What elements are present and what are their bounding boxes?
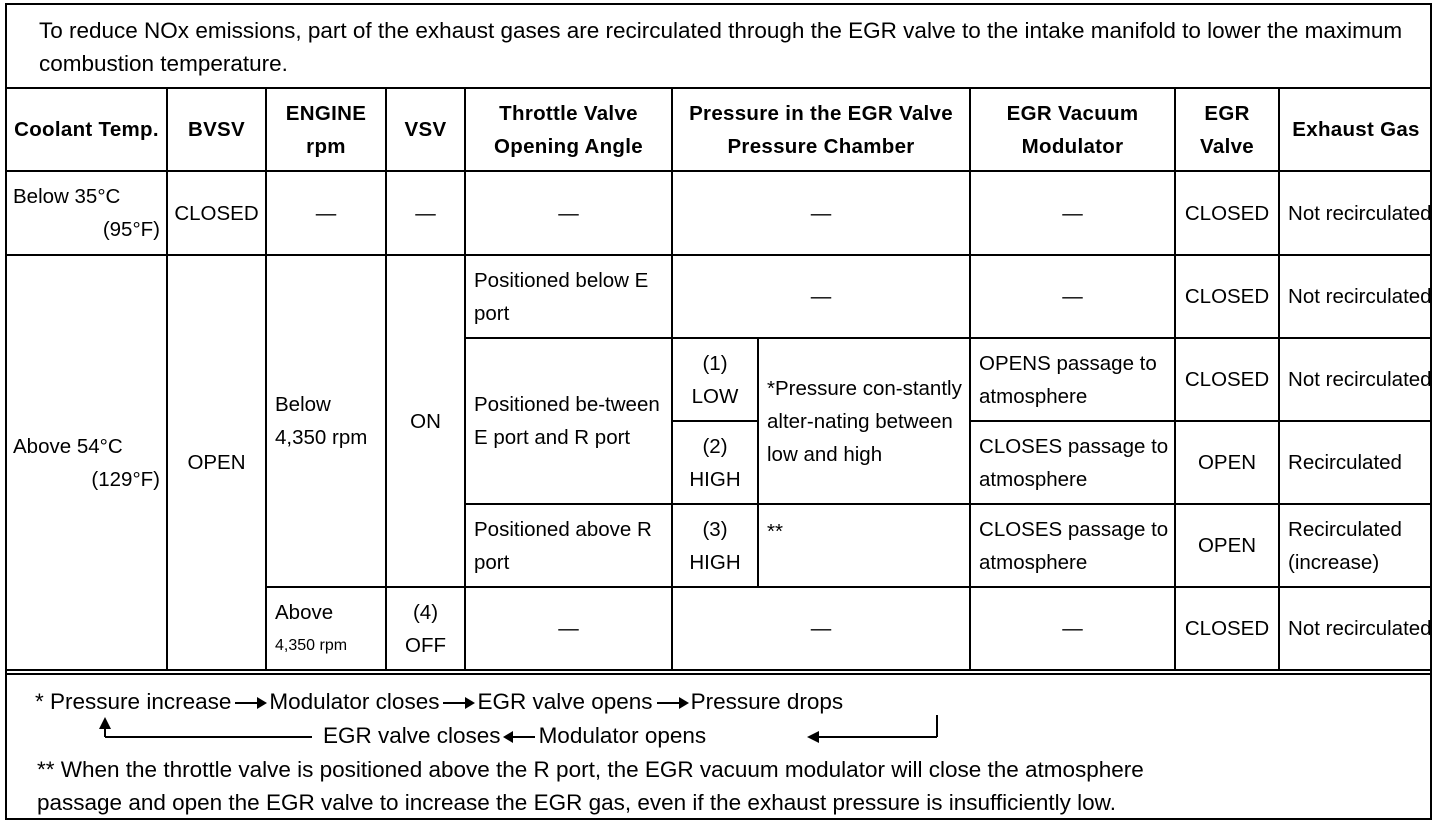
header-pressure: Pressure in the EGR Valve Pressure Chamber — [672, 89, 970, 171]
egr-r3: OPEN — [1175, 421, 1279, 504]
footnote-star: * — [35, 689, 44, 714]
footnote-double-star-line2: passage and open the EGR valve to increase the EGR gas, even if the exhaust pressure is insufficiently low. — [37, 790, 1116, 815]
pressure-r5: — — [672, 587, 970, 670]
footnote-cycle-return — [323, 719, 706, 752]
pressure-r2-level — [672, 338, 758, 421]
modulator-r5: — — [970, 587, 1175, 670]
vsv-off-label: OFF — [405, 633, 446, 657]
header-bvsv: BVSV — [167, 89, 266, 171]
pressure-r1: — — [672, 255, 970, 338]
egr-system-sheet — [5, 3, 1432, 820]
exhaust-r1: Not recirculated — [1279, 255, 1432, 338]
vsv-below: — — [386, 171, 465, 255]
pressure-below: — — [672, 171, 970, 255]
intro-text: To reduce NOx emissions, part of the exhaust gases are recirculated through the EGR valve to the intake manifold to lower the maximum combustion temperature. — [7, 5, 1430, 89]
exhaust-r2: Not recirculated — [1279, 338, 1432, 421]
exhaust-r4: Recirculated (increase) — [1279, 504, 1432, 587]
engine-above-rpm: 4,350 rpm — [275, 636, 348, 654]
egr-below: CLOSED — [1175, 171, 1279, 255]
pressure-r3-num: (2) — [702, 434, 728, 458]
table-row — [7, 171, 1432, 255]
footnote-pressure-drops: Pressure drops — [690, 689, 844, 714]
engine-above-label: Above — [275, 600, 334, 624]
header-engine: ENGINE rpm — [266, 89, 386, 171]
footnote-modulator-opens: Modulator opens — [538, 723, 707, 748]
coolant-below-temp-f: (95°F) — [102, 218, 160, 241]
header-modulator: EGR Vacuum Modulator — [970, 89, 1175, 171]
footnotes — [7, 673, 1430, 820]
egr-operation-table — [7, 89, 1432, 671]
header-exhaust: Exhaust Gas — [1279, 89, 1432, 171]
throttle-r2: Positioned be-tween E port and R port — [465, 338, 672, 504]
vsv-off — [386, 587, 465, 670]
egr-r4: OPEN — [1175, 504, 1279, 587]
throttle-r1: Positioned below E port — [465, 255, 672, 338]
egr-r1: CLOSED — [1175, 255, 1279, 338]
throttle-below: — — [465, 171, 672, 255]
exhaust-below: Not recirculated — [1279, 171, 1432, 255]
pressure-r4-high: HIGH — [689, 550, 741, 574]
cycle-return-lines-icon — [7, 675, 1432, 755]
throttle-r4: Positioned above R port — [465, 504, 672, 587]
coolant-above-temp-f: (129°F) — [91, 467, 160, 491]
pressure-r2-num: (1) — [702, 351, 728, 375]
coolant-above-temp-c: Above 54°C — [13, 434, 123, 458]
vsv-off-num: (4) — [412, 600, 439, 624]
pressure-r3-level — [672, 421, 758, 504]
coolant-above — [7, 255, 167, 670]
pressure-r4-num: (3) — [702, 517, 728, 541]
coolant-below-temp-c: Below 35°C — [13, 185, 121, 208]
throttle-r5: — — [465, 587, 672, 670]
bvsv-above: OPEN — [167, 255, 266, 670]
coolant-below — [7, 171, 167, 255]
vsv-on: ON — [386, 255, 465, 587]
pressure-r3-high: HIGH — [689, 467, 741, 491]
bvsv-below: CLOSED — [167, 171, 266, 255]
header-throttle: Throttle Valve Opening Angle — [465, 89, 672, 171]
engine-below-4350: Below 4,350 rpm — [266, 255, 386, 587]
footnote-egr-closes: EGR valve closes — [323, 723, 501, 748]
egr-r5: CLOSED — [1175, 587, 1279, 670]
exhaust-r3: Recirculated — [1279, 421, 1432, 504]
modulator-r3: CLOSES passage to atmosphere — [970, 421, 1175, 504]
pressure-r2-low: LOW — [691, 384, 739, 408]
header-egr-valve: EGR Valve — [1175, 89, 1279, 171]
pressure-alternating-note: *Pressure con-stantly alter-nating between low and high — [758, 338, 970, 504]
footnote-modulator-closes: Modulator closes — [269, 689, 440, 714]
table-row — [7, 255, 1432, 338]
header-coolant: Coolant Temp. — [7, 89, 167, 171]
footnote-double-star-line1: ** When the throttle valve is positioned above the R port, the EGR vacuum modulator will close the atmosphere — [37, 757, 1144, 782]
footnote-egr-opens: EGR valve opens — [477, 689, 653, 714]
modulator-r4: CLOSES passage to atmosphere — [970, 504, 1175, 587]
modulator-r2: OPENS passage to atmosphere — [970, 338, 1175, 421]
engine-above-4350 — [266, 587, 386, 670]
pressure-r4-note: ** — [758, 504, 970, 587]
modulator-r1: — — [970, 255, 1175, 338]
footnote-pressure-increase: Pressure increase — [50, 689, 232, 714]
pressure-r4-level — [672, 504, 758, 587]
left-arrow-icon — [505, 736, 535, 738]
exhaust-r5: Not recirculated — [1279, 587, 1432, 670]
egr-r2: CLOSED — [1175, 338, 1279, 421]
engine-below: — — [266, 171, 386, 255]
modulator-below: — — [970, 171, 1175, 255]
header-row — [7, 89, 1432, 171]
header-vsv: VSV — [386, 89, 465, 171]
